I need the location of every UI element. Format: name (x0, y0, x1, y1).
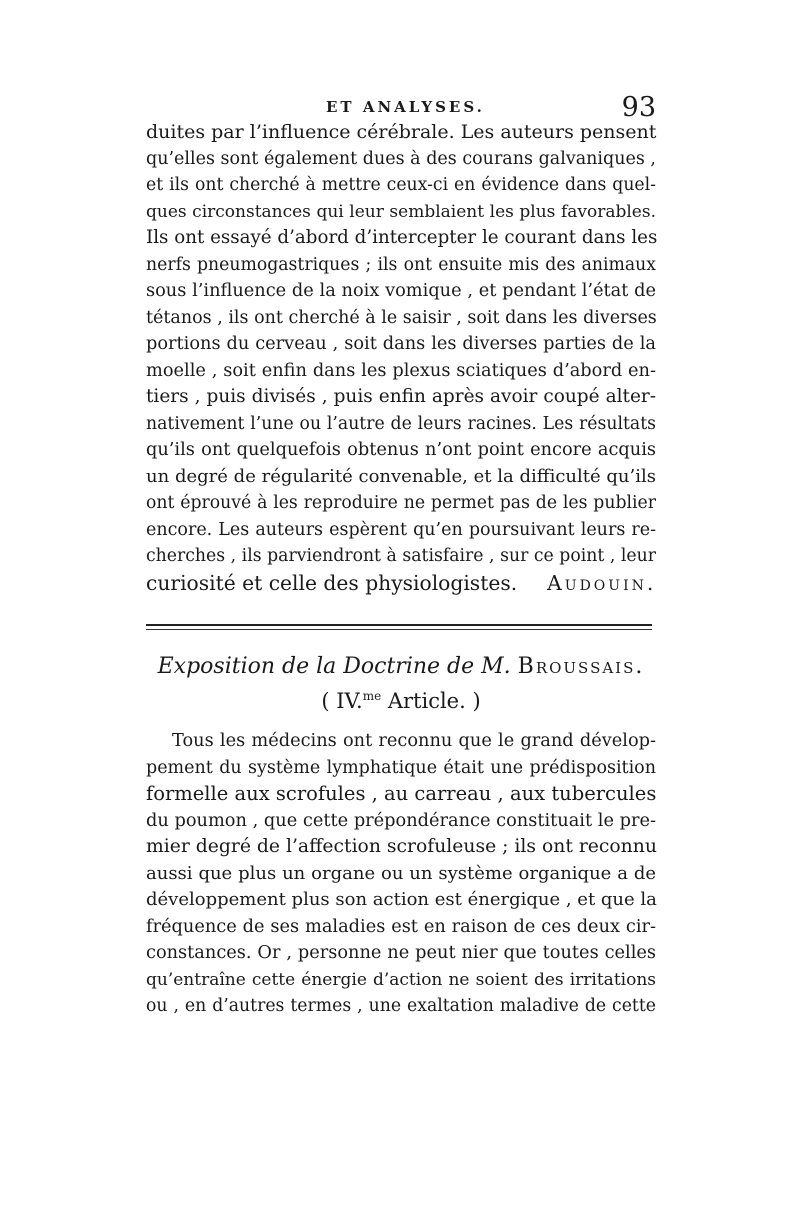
divider-rule-thin (146, 629, 652, 630)
text-line: et ils ont cherché à mettre ceux-ci en évidence dans quel- (146, 175, 656, 195)
text-line: Ils ont essayé d’abord d’intercepter le courant dans les (146, 227, 658, 248)
text-line: Tous les médecins ont reconnu que le grand dévelop- (172, 731, 656, 751)
paragraph-1 (146, 119, 656, 596)
text-line: cherches , ils parviendront à satisfaire , sur ce point , leur (146, 546, 656, 566)
text-line: tétanos , ils ont cherché à le saisir , soit dans les diverses (146, 307, 657, 328)
paragraph-2 (146, 728, 656, 1020)
text-line: qu’entraîne cette énergie d’action ne soient des irritations (146, 969, 656, 990)
text-line: fréquence de ses maladies est en raison de ces deux cir- (146, 916, 656, 937)
section-divider (146, 624, 652, 630)
text-line: développement plus son action est énergique , et que la (146, 889, 657, 910)
text-line: ont éprouvé à les reproduire ne permet pas de les publier (146, 493, 656, 513)
page-number: 93 (621, 92, 656, 123)
last-line-text: curiosité et celle des physiologistes. (146, 570, 518, 595)
text-line: encore. Les auteurs espèrent qu’en poursuivant leurs re- (146, 519, 656, 540)
text-line: duites par l’influence cérébrale. Les auteurs pensent (146, 121, 657, 143)
text-line: portions du cerveau , soit dans les diverses parties de la (146, 334, 656, 354)
text-line: mier degré de l’affection scrofuleuse ; ils ont reconnu (146, 836, 657, 857)
article-subtitle (146, 682, 656, 715)
text-line: ques circonstances qui leur semblaient les plus favorables. (146, 201, 656, 222)
divider-rule-thick (146, 624, 652, 626)
text-line: du poumon , que cette prépondérance constituait le pre- (146, 810, 656, 831)
author-signature: Audouin. (547, 570, 657, 595)
text-line-last (146, 570, 656, 597)
running-title: ET ANALYSES. (326, 98, 485, 116)
article-title (146, 652, 656, 682)
text-line: tiers , puis divisés , puis enfin après avoir coupé alter- (146, 386, 656, 407)
article-title-name: Broussais. (517, 654, 645, 679)
text-line: aussi que plus un organe ou un système organique a de (146, 862, 656, 884)
text-line: constances. Or , personne ne peut nier que toutes celles (146, 943, 656, 963)
article-title-italic: Exposition de la Doctrine de M. (157, 654, 511, 679)
article-subtitle-prefix: ( IV. (321, 689, 363, 713)
text-line: sous l’influence de la noix vomique , et pendant l’état de (146, 281, 656, 301)
text-line: pement du système lymphatique était une prédisposition (146, 757, 656, 778)
text-line: formelle aux scrofules , au carreau , aux tubercules (146, 782, 657, 805)
running-head (146, 92, 656, 122)
article-subtitle-sup: me (362, 689, 382, 703)
text-line: ou , en d’autres termes , une exaltation maladive de cette (146, 996, 656, 1016)
text-line: nerfs pneumogastriques ; ils ont ensuite mis des animaux (146, 254, 656, 275)
text-line: qu’elles sont également dues à des courans galvaniques , (146, 148, 656, 169)
article-subtitle-suffix: Article. ) (381, 689, 481, 713)
text-line: un degré de régularité convenable, et la difficulté qu’ils (146, 465, 656, 487)
text-line: moelle , soit enfin dans les plexus sciatiques d’abord en- (146, 360, 656, 381)
text-line: nativement l’une ou l’autre de leurs racines. Les résultats (146, 413, 656, 434)
text-line: qu’ils ont quelquefois obtenus n’ont point encore acquis (146, 440, 656, 460)
